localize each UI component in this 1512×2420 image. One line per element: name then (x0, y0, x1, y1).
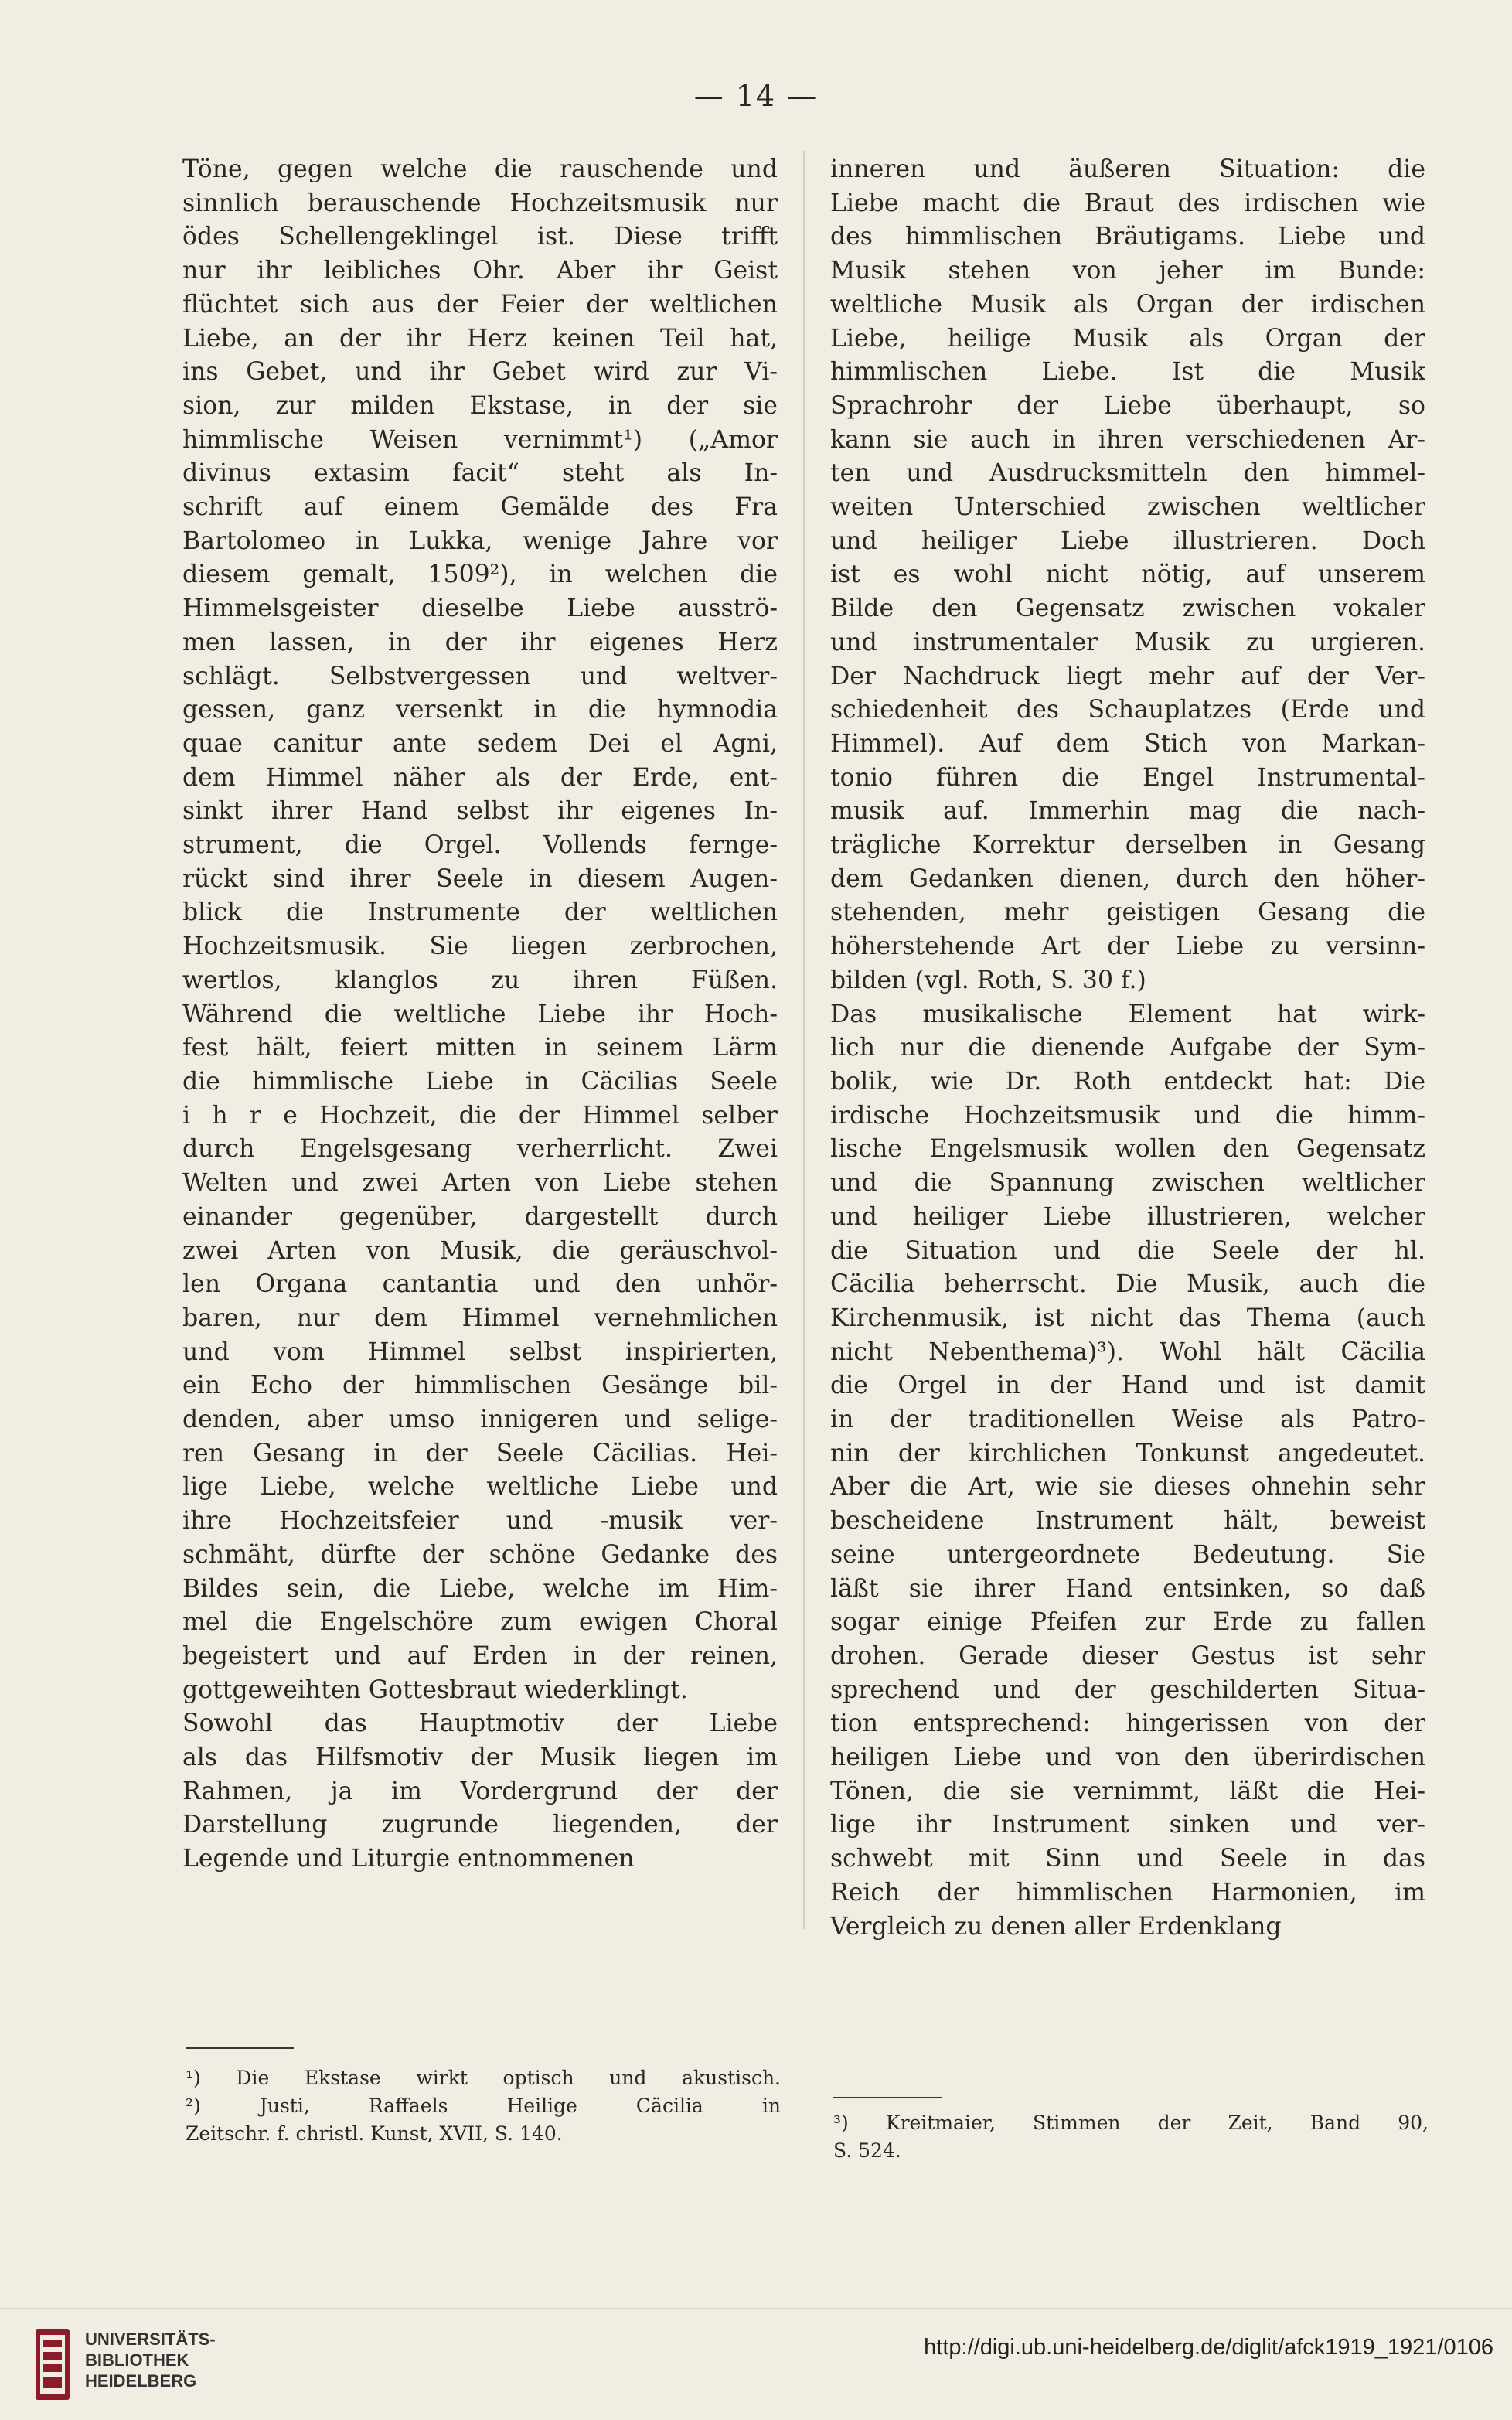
text-line: Sprachrohr der Liebe überhaupt, so (830, 391, 1425, 420)
text-line: gottgeweihten Gottesbraut wiederklingt. (182, 1675, 688, 1704)
text-line: ins Gebet, und ihr Gebet wird zur Vi- (182, 358, 778, 387)
footer-bar (0, 2308, 1512, 2420)
text-line: schrift auf einem Gemälde des Fra (182, 493, 778, 522)
text-line: Vergleich zu denen aller Erdenklang (830, 1912, 1282, 1941)
text-line: die himmlische Liebe in Cäcilias Seele (182, 1067, 778, 1096)
text-line: lich nur die dienende Aufgabe der Sym- (830, 1034, 1425, 1062)
text-line: Liebe, an der ihr Herz keinen Teil hat, (182, 324, 778, 353)
text-line: ist es wohl nicht nötig, auf unserem (830, 561, 1425, 589)
footer-rule (0, 2308, 1512, 2314)
text-line: len Organa cantantia und den unhör- (182, 1270, 778, 1299)
footnote-line: ³) Kreitmaier, Stimmen der Zeit, Band 90, (833, 2112, 1429, 2134)
column-divider (803, 151, 805, 1929)
library-name-line: HEIDELBERG (85, 2371, 197, 2391)
text-line: Himmel). Auf dem Stich von Markan- (830, 729, 1425, 758)
text-line: als das Hilfsmotiv der Musik liegen im (182, 1743, 778, 1772)
left-footnotes (186, 2064, 781, 2148)
footnote-line: S. 524. (833, 2139, 901, 2162)
text-line: und heiliger Liebe illustrieren, welcher (830, 1202, 1425, 1231)
page-number: — 14 — (693, 79, 819, 113)
text-line: Aber die Art, wie sie dieses ohnehin sehr (830, 1473, 1425, 1501)
right-footnote-rule (833, 2097, 942, 2098)
text-line: die Situation und die Seele der hl. (830, 1236, 1425, 1265)
text-line: Legende und Liturgie entnommenen (182, 1845, 635, 1873)
text-line: Hochzeitsmusik. Sie liegen zerbrochen, (182, 932, 778, 961)
text-line: himmlische Weisen vernimmt¹) („Amor (182, 425, 778, 454)
text-line: Kirchenmusik, ist nicht das Thema (auch (830, 1304, 1425, 1332)
text-line: Während die weltliche Liebe ihr Hoch- (182, 1000, 778, 1028)
text-line: zwei Arten von Musik, die geräuschvol- (182, 1236, 778, 1265)
text-line: trägliche Korrektur derselben in Gesang (830, 831, 1425, 860)
text-line: drohen. Gerade dieser Gestus ist sehr (830, 1641, 1425, 1670)
text-line: i h r e Hochzeit, die der Himmel selber (182, 1101, 778, 1130)
library-name (85, 2329, 216, 2391)
text-line: denden, aber umso innigeren und selige- (182, 1406, 778, 1434)
text-line: lige ihr Instrument sinken und ver- (830, 1811, 1425, 1839)
text-line: ten und Ausdrucksmitteln den himmel- (830, 459, 1425, 488)
text-line: irdische Hochzeitsmusik und die himm- (830, 1101, 1425, 1130)
text-line: und heiliger Liebe illustrieren. Doch (830, 527, 1425, 555)
text-line: Bildes sein, die Liebe, welche im Him- (182, 1574, 778, 1603)
text-line: diesem gemalt, 1509²), in welchen die (182, 561, 778, 589)
text-line: durch Engelsgesang verherrlicht. Zwei (182, 1135, 778, 1164)
text-line: ein Echo der himmlischen Gesänge bil- (182, 1372, 778, 1400)
text-line: läßt sie ihrer Hand entsinken, so daß (830, 1574, 1425, 1603)
text-line: nicht Nebenthema)³). Wohl hält Cäcilia (830, 1338, 1425, 1366)
text-line: inneren und äußeren Situation: die (830, 155, 1425, 183)
text-line: Bartolomeo in Lukka, wenige Jahre vor (182, 527, 778, 555)
right-column (830, 153, 1425, 1944)
text-line: flüchtet sich aus der Feier der weltlichen (182, 290, 778, 319)
text-line: nin der kirchlichen Tonkunst angedeutet. (830, 1439, 1425, 1467)
text-line: Das musikalische Element hat wirk- (830, 1000, 1425, 1028)
text-line: Himmelsgeister dieselbe Liebe ausströ- (182, 595, 778, 623)
text-line: Der Nachdruck liegt mehr auf der Ver- (830, 662, 1425, 690)
text-line: einander gegenüber, dargestellt durch (182, 1202, 778, 1231)
text-line: sogar einige Pfeifen zur Erde zu fallen (830, 1608, 1425, 1637)
text-line: des himmlischen Bräutigams. Liebe und (830, 223, 1425, 251)
text-line: schiedenheit des Schauplatzes (Erde und (830, 696, 1425, 724)
text-line: mel die Engelschöre zum ewigen Choral (182, 1608, 778, 1637)
text-line: Sowohl das Hauptmotiv der Liebe (182, 1709, 778, 1738)
source-url-link[interactable]: http://digi.ub.uni-heidelberg.de/diglit/afck1919_1921/0106 (924, 2335, 1493, 2360)
text-line: und die Spannung zwischen weltlicher (830, 1169, 1425, 1198)
text-line: sinnlich berauschende Hochzeitsmusik nur (182, 189, 778, 217)
text-line: sprechend und der geschilderten Situa- (830, 1675, 1425, 1704)
text-line: wertlos, klanglos zu ihren Füßen. (182, 966, 778, 994)
text-line: lige Liebe, welche weltliche Liebe und (182, 1473, 778, 1501)
library-name-line: UNIVERSITÄTS- (85, 2330, 216, 2349)
text-line: lische Engelsmusik wollen den Gegensatz (830, 1135, 1425, 1164)
text-line: sion, zur milden Ekstase, in der sie (182, 391, 778, 420)
text-line: baren, nur dem Himmel vernehmlichen (182, 1304, 778, 1332)
text-line: schwebt mit Sinn und Seele in das (830, 1845, 1425, 1873)
text-line: weltliche Musik als Organ der irdischen (830, 290, 1425, 319)
text-line: men lassen, in der ihr eigenes Herz (182, 628, 778, 656)
text-line: Liebe, heilige Musik als Organ der (830, 324, 1425, 353)
text-line: blick die Instrumente der weltlichen (182, 898, 778, 927)
text-line: fest hält, feiert mitten in seinem Lärm (182, 1034, 778, 1062)
text-line: höherstehende Art der Liebe zu versinn- (830, 932, 1425, 961)
university-seal-icon (32, 2327, 73, 2401)
left-column (182, 153, 778, 1876)
text-line: kann sie auch in ihren verschiedenen Ar- (830, 425, 1425, 454)
text-line: musik auf. Immerhin mag die nach- (830, 797, 1425, 826)
text-line: begeistert und auf Erden in der reinen, (182, 1641, 778, 1670)
text-line: Reich der himmlischen Harmonien, im (830, 1878, 1425, 1907)
text-line: bolik, wie Dr. Roth entdeckt hat: Die (830, 1067, 1425, 1096)
text-line: tonio führen die Engel Instrumental- (830, 763, 1425, 792)
text-line: die Orgel in der Hand und ist damit (830, 1372, 1425, 1400)
text-line: bescheidene Instrument hält, beweist (830, 1507, 1425, 1536)
text-line: rückt sind ihrer Seele in diesem Augen- (182, 864, 778, 893)
text-line: weiten Unterschied zwischen weltlicher (830, 493, 1425, 522)
text-line: in der traditionellen Weise als Patro- (830, 1406, 1425, 1434)
library-name-line: BIBLIOTHEK (85, 2350, 189, 2370)
text-line: und vom Himmel selbst inspirierten, (182, 1338, 778, 1366)
text-line: Liebe macht die Braut des irdischen wie (830, 189, 1425, 217)
text-line: Rahmen, ja im Vordergrund der der (182, 1777, 778, 1805)
text-line: Musik stehen von jeher im Bunde: (830, 257, 1425, 285)
text-line: und instrumentaler Musik zu urgieren. (830, 628, 1425, 656)
text-line: ödes Schellengeklingel ist. Diese trifft (182, 223, 778, 251)
text-line: divinus extasim facit“ steht als In- (182, 459, 778, 488)
text-line: Darstellung zugrunde liegenden, der (182, 1811, 778, 1839)
text-line: Cäcilia beherrscht. Die Musik, auch die (830, 1270, 1425, 1299)
text-line: ren Gesang in der Seele Cäcilias. Hei- (182, 1439, 778, 1467)
footnote-line: ²) Justi, Raffaels Heilige Cäcilia in (186, 2094, 781, 2117)
text-line: bilden (vgl. Roth, S. 30 f.) (830, 966, 1146, 994)
text-line: dem Himmel näher als der Erde, ent- (182, 763, 778, 792)
text-line: tion entsprechend: hingerissen von der (830, 1709, 1425, 1738)
text-line: strument, die Orgel. Vollends fernge- (182, 831, 778, 860)
text-line: quae canitur ante sedem Dei el Agni, (182, 729, 778, 758)
footnote-line: Zeitschr. f. christl. Kunst, XVII, S. 140. (186, 2122, 563, 2145)
text-line: stehenden, mehr geistigen Gesang die (830, 898, 1425, 927)
text-line: seine untergeordnete Bedeutung. Sie (830, 1540, 1425, 1569)
right-footnotes (833, 2109, 1429, 2165)
text-line: schmäht, dürfte der schöne Gedanke des (182, 1540, 778, 1569)
text-line: ihre Hochzeitsfeier und -musik ver- (182, 1507, 778, 1536)
text-line: Tönen, die sie vernimmt, läßt die Hei- (830, 1777, 1425, 1805)
text-line: Bilde den Gegensatz zwischen vokaler (830, 595, 1425, 623)
text-line: sinkt ihrer Hand selbst ihr eigenes In- (182, 797, 778, 826)
text-line: himmlischen Liebe. Ist die Musik (830, 358, 1425, 387)
footnote-line: ¹) Die Ekstase wirkt optisch und akustisch. (186, 2067, 781, 2089)
left-footnote-rule (186, 2047, 294, 2049)
text-line: heiligen Liebe und von den überirdischen (830, 1743, 1425, 1772)
text-line: dem Gedanken dienen, durch den höher- (830, 864, 1425, 893)
text-line: Welten und zwei Arten von Liebe stehen (182, 1169, 778, 1198)
text-line: gessen, ganz versenkt in die hymnodia (182, 696, 778, 724)
text-line: Töne, gegen welche die rauschende und (182, 155, 778, 183)
text-line: nur ihr leibliches Ohr. Aber ihr Geist (182, 257, 778, 285)
text-line: schlägt. Selbstvergessen und weltver- (182, 662, 778, 690)
